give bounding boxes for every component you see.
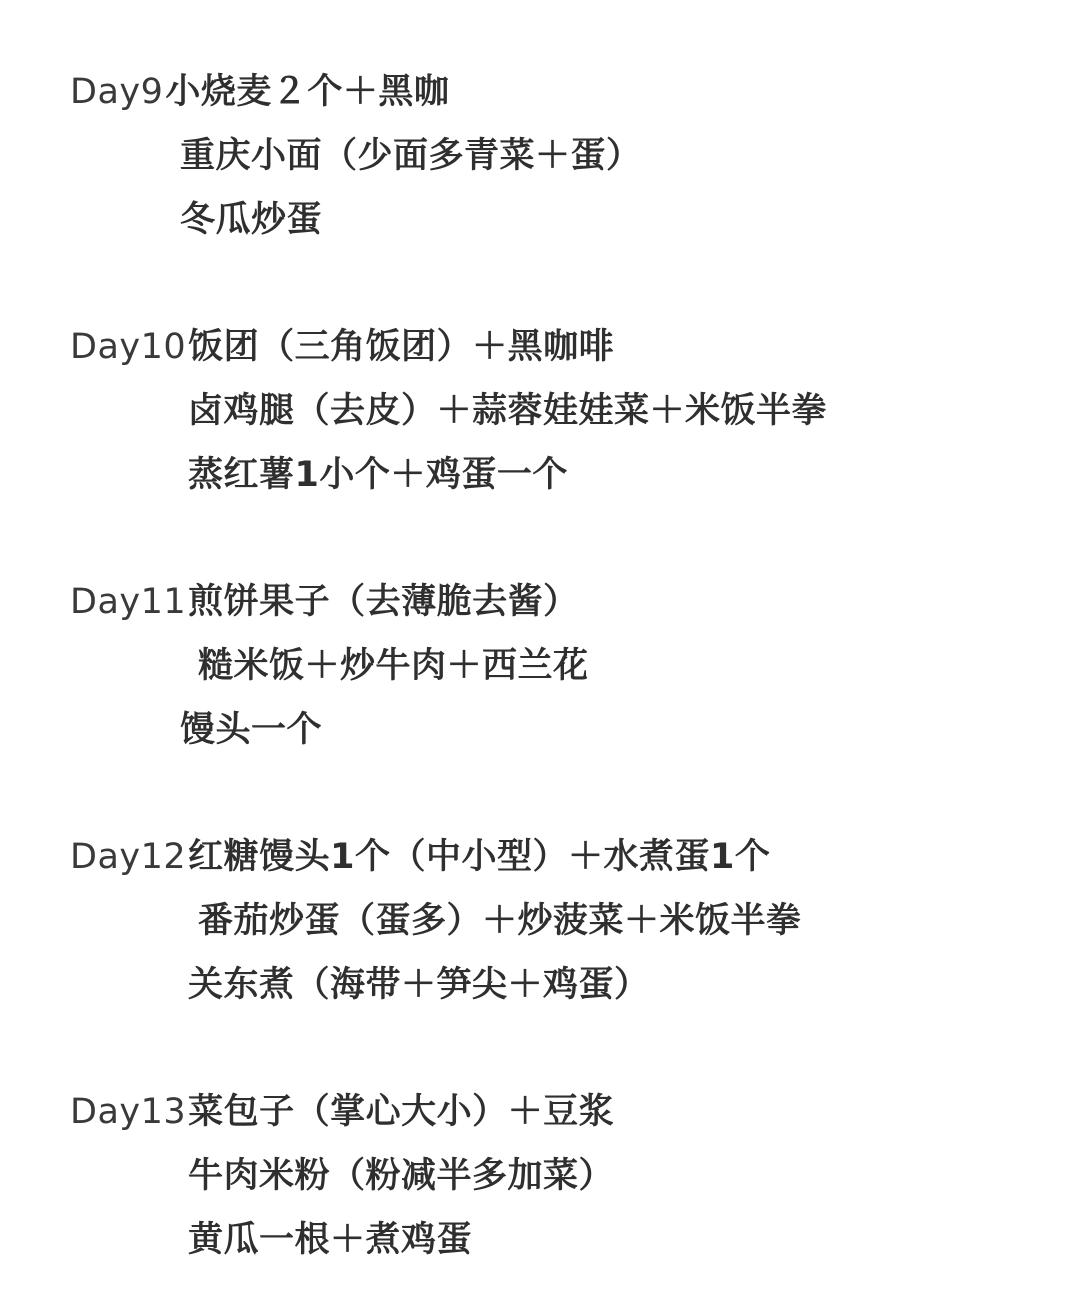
day-label: Day12 [70,837,187,877]
day-label: Day9 [70,72,164,112]
lunch-text: 卤鸡腿（去皮）＋蒜蓉娃娃菜＋米饭半拳 [188,391,828,431]
day-label: Day10 [70,327,187,367]
lunch-text: 糙米饭＋炒牛肉＋西兰花 [198,646,589,686]
breakfast-line [70,835,770,879]
breakfast-text: 菜包子（掌心大小）＋豆浆 [188,1092,615,1132]
lunch-text: 牛肉米粉（粉减半多加菜） [188,1156,615,1196]
day-label: Day11 [70,582,187,622]
dinner-text: 黄瓜一根＋煮鸡蛋 [188,1220,473,1260]
breakfast-text: 红糖馒头1个（中小型）＋水煮蛋1个 [188,837,771,877]
lunch-text: 重庆小面（少面多青菜＋蛋） [180,136,642,176]
day-label: Day13 [70,1092,187,1132]
breakfast-line [70,325,614,369]
breakfast-line [70,70,449,114]
lunch-text: 番茄炒蛋（蛋多）＋炒菠菜＋米饭半拳 [198,901,802,941]
dinner-text: 关东煮（海带＋笋尖＋鸡蛋） [188,965,650,1005]
dinner-text: 蒸红薯1小个＋鸡蛋一个 [188,455,568,495]
breakfast-text: 饭团（三角饭团）＋黑咖啡 [188,327,615,367]
breakfast-line [70,580,579,624]
dinner-text: 冬瓜炒蛋 [180,200,323,240]
breakfast-text: 小烧麦２个＋黑咖 [165,72,450,112]
breakfast-line [70,1090,614,1134]
breakfast-text: 煎饼果子（去薄脆去酱） [188,582,579,622]
dinner-text: 馒头一个 [180,710,323,750]
